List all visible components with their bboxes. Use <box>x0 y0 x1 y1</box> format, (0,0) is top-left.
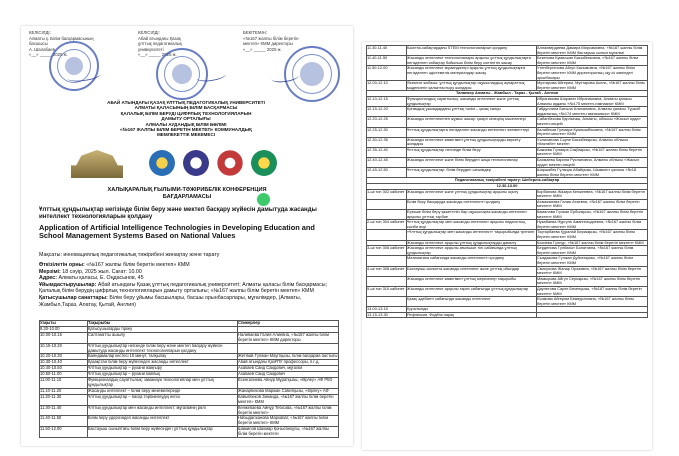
table-cell: Тоқтарбаева Құралай Берикқызы, «№167 жалпы білім беретін мектеп» КММ <box>537 230 648 240</box>
table-cell: 4-ші топ 308 кабинет <box>367 266 407 276</box>
table-row <box>367 246 648 256</box>
district-department-logo <box>217 150 243 176</box>
table-cell: Бастауыш сыныпта жасанды интеллект және ұлттық ойындар <box>407 266 537 276</box>
table-cell: Габдуллина Багыла Алихановна, Алматы қаласы Түрксіб ауданының «№174 мектеп-гимназиясы» КММ <box>537 107 648 117</box>
table-cell: Жетібай Гүлжан Мауітқызы, білім басқарма бастығы <box>238 353 338 359</box>
table-row <box>367 286 648 296</box>
table-cell: 10.20-10.30 <box>40 354 88 360</box>
info-line: Ұйымдастырушылар: Абай атындағы Қазақ ұлттық педагогикалық университеті; Алматы қаласы білім басқармасы; Қалалық білім берудің цифрлық технологияларын дамыту орталығы; «№167 жалпы білім беретін мектеп» КММ <box>39 281 328 295</box>
table-cell: Аллахвердиева Дамира Мирсамовна, «№167 жалпы білім беретін мектеп» КММ бастауыш сынып мұғалімі <box>537 46 648 56</box>
table-cell: Тақырыбы <box>88 321 238 327</box>
section-cell: Талапкер Алматы - Жамбыл - Тараз - Қытай - Англия <box>367 91 648 97</box>
table-cell: Жасанды интеллект – білім беру мекемелерінде <box>88 388 238 394</box>
table-row <box>367 230 648 240</box>
table-cell: Ахабаев Саид Саидович, мұғалім <box>238 366 339 372</box>
table-cell: 11.10-11.20 <box>40 388 88 394</box>
table-cell: Нукабаева Нургуль Амангельдиевна, «№167 жалпы білім беретін мектеп» КММ <box>537 220 648 230</box>
program-page-2 <box>362 42 652 450</box>
table-row <box>367 189 648 199</box>
table-row <box>40 378 339 389</box>
goal-line: Мақсаты: инновациялық педагогикалық тәжірибені жинақтау және тарату <box>39 252 220 258</box>
table-row <box>367 117 648 127</box>
table-cell: Ұлттық құндылықтарға негізделген жасанды интеллект элементтері <box>407 127 537 137</box>
table-cell: 11.20-11.30 <box>40 394 88 405</box>
table-cell: 10.50-11.00 <box>40 372 88 378</box>
table-cell: 9.30-10.00 <box>40 326 88 332</box>
table-cell: 11.30-11.40 <box>367 46 407 56</box>
table-row <box>367 276 648 286</box>
table-cell: Кенжебаева Айнұр Тебісова, «№167 жалпы білім беретін мектеп» <box>238 405 339 416</box>
approval-block-left: КЕЛІСІЛДІ: Алматы қ. Білім басқармасының басшысы А. Шалабаев «__» _____ 2025 ж. <box>29 30 94 57</box>
table-row <box>367 56 648 66</box>
table-cell: Жанарбекова Маржан Сабитқызы, «Өрлеу» АФ <box>238 388 339 394</box>
table-cell: Қазақ әдебиеті сабағында жасанды интеллект <box>407 297 537 307</box>
table-cell: Жасанды интеллект технологиялары арқылы ұлттық құндылықтарға негізделген сабақтар бойынша білім беру контентін жасау <box>407 56 537 66</box>
table-cell: «Ұлттық құндылықтар мен жасанды интеллект» тақырыбында тренинг <box>407 230 537 240</box>
table-row <box>367 297 648 307</box>
table-row <box>367 66 648 81</box>
title-english: Application of Artificial Intelligence Technologies in Developing Education and School Management Systems Based on National Values <box>39 223 315 241</box>
table-cell <box>238 343 339 354</box>
table-row <box>367 210 648 220</box>
organizer-logos <box>71 150 306 180</box>
table-cell: Уақыты <box>40 321 88 327</box>
table-cell: 1-ші топ 302 кабинет <box>367 189 407 199</box>
table-cell: 13.15-13.30 <box>367 312 407 318</box>
table-cell: Салтанатты ашылу <box>88 332 238 343</box>
table-cell: Ұлттық құндылықтар – рухани жаңғыру <box>88 366 238 372</box>
table-cell: Бакиева Гүлмира Сақбақызы, «№167 жалпы білім беретін мектеп» КММ <box>537 147 648 157</box>
table-cell: 3-ші топ 306 кабинет <box>367 246 407 256</box>
approval-block-right: БЕКІТЕМІН: «№167 жалпы білім беретін мектеп» КММ директоры «__» _____ 2025 ж. <box>243 30 299 52</box>
table-cell: 13.00-13.15 <box>367 307 407 313</box>
table-cell: Жасанды интеллект мүмкіндіктері арқылы ұлттық құндылықтарға негізделген әдістемелік материалдар жасау <box>407 66 537 81</box>
table-cell: 12.10-12.15 <box>367 96 407 106</box>
table-cell: 5-ші топ 310 кабинет <box>367 286 407 296</box>
table-cell: Функционалдық сауаттылық: жасанды интеллект және ұлттық құндылықтар <box>407 96 537 106</box>
table-row <box>367 147 648 157</box>
university-building-logo <box>71 150 123 178</box>
table-cell: Берденова Гүлбахыт Болатовна, «№167 жалпы білім беретін мектеп» КММ <box>537 246 648 256</box>
cursor-marker <box>257 193 270 206</box>
table-cell: Мухтарова Айгерим, Мухтарова Асель, «№167 жалпы білім беретін мектеп» КММ <box>537 81 648 91</box>
table-cell: 12.45-12.50 <box>367 168 407 178</box>
info-line: Қатысушылар санаттары: Білім беру ұйымы басшылары, басшы орынбасарлары, мұғалімдер, (Алматы, Жамбыл,Тараз, Алатау, Қытай, Англия) <box>39 294 302 308</box>
table-cell: Жасанды интеллект арқылы ұлттық құндылықтарды дамыту <box>407 240 537 246</box>
table-row <box>367 168 648 178</box>
table-cell: Есимова Айгерим Бекмуратовна, «№167 жалпы білім беретін мектеп» КММ <box>537 297 648 307</box>
table-cell: 10.00-10.15 <box>40 332 88 343</box>
table-row <box>367 240 648 246</box>
table-row <box>367 220 648 230</box>
table-cell: Утепбергенова Айгул Касымовна, «№167 жалпы білім беретін мектеп» КММ директорының оқу ісі жөніндегі орынбасары <box>537 66 648 81</box>
table-cell: Қатысушыларды тіркеу <box>88 326 238 332</box>
table-cell: Набыдалханова Мархабат, «№167 жалпы білім беретін мектеп» КММ <box>238 416 339 427</box>
section-cell: Педагогикалық тәжірибені тарату: Шеберлік-сабақтар <box>367 178 648 184</box>
table-row <box>367 199 648 209</box>
table-cell: Кәсіптік-сабақтардағы STEM технологияларын қолдану <box>407 46 537 56</box>
table-row <box>367 312 648 318</box>
table-cell <box>367 230 407 240</box>
table-cell: Білім беру үдерісіндегі жасанды интеллект <box>88 416 238 427</box>
table-cell: 10.15-10.20 <box>40 343 88 354</box>
section-cell: 12.30-13.00 <box>367 184 648 190</box>
table-cell: Спикерлер <box>238 321 339 327</box>
table-cell: Сыздыкова Гүлжан Дүйсенқызы, «№167 жалпы білім беретін мектеп» КММ <box>537 256 648 266</box>
table-cell: 12.30-12.35 <box>367 137 407 147</box>
table-cell: Уәлиханова Сәуле Басыбекқызы, Алматы облысы «Көктөбе» мектеп <box>537 137 648 147</box>
conference-title: ХАЛЫҚАРАЛЫҚ ҒЫЛЫМИ-ТӘЖІРИБЕЛІК КОНФЕРЕНЦИЯ <box>107 187 267 193</box>
table-cell: Ұлттық құндылықтар – рухани байлық <box>88 372 238 378</box>
table-cell: Абай атындағы ҚазҰПУ профессоры, п.ғ.д. <box>238 360 339 366</box>
table-cell: 11.50-12.00 <box>40 427 88 438</box>
event-info <box>39 262 339 308</box>
table-cell: 11.40-11.50 <box>40 416 88 427</box>
table-cell: 10.30-10.40 <box>40 360 88 366</box>
table-cell: Кайыпбеков Зинаида, «№167 жалпы білім беретін мектеп» КММ <box>238 394 339 405</box>
table-cell: Камалова Гүлжан Ерболқызы, «№167 жалпы білім беретін мектеп» КММ <box>537 210 648 220</box>
table-cell: Корбанова Жазира Кенжеевна, «№167 жалпы білім беретін мектеп» КММ <box>537 189 648 199</box>
table-cell: 12.40-12.45 <box>367 158 407 168</box>
table-cell: 2-ші топ 304 кабинет <box>367 220 407 230</box>
table-cell: Қоғамдық ұжымдардағы ұлттық тәлім – қазақ халқы <box>407 107 537 117</box>
table-cell: 11.00-11.10 <box>40 378 88 389</box>
info-line: Адрес: Алматы қаласы, Е. Оңдасынов, 45 <box>39 275 144 282</box>
table-cell: Кохиева Гүлнур, «№167 жалпы білім беретін мектеп» КММ <box>537 240 648 246</box>
table-cell <box>367 256 407 266</box>
program-table-page-1 <box>39 320 339 438</box>
table-cell: Даулетова Сауле Бекенқызы, «№167 жалпы білім беретін мектеп» КММ <box>537 286 648 296</box>
table-cell: Қазақстан білім беру жүйесіндегі жасанды интеллект <box>88 360 238 366</box>
table-row <box>40 332 339 343</box>
table-cell: Бекенова Кумисжан Басыбекковна, «№167 жалпы білім беретін мектеп» КММ <box>537 56 648 66</box>
conference-subtitle: БАҒДАРЛАМАСЫ <box>162 194 212 200</box>
table-row <box>367 107 648 117</box>
program-page-1 <box>21 26 353 446</box>
table-row <box>40 416 339 427</box>
table-cell: Функционалдық сауаттылық: заманауи технологиялар мен ұлттық құндылықтар <box>88 378 238 389</box>
table-cell: Ұлттық құндылықтар – басқа тәрбиелеудің негізі <box>88 394 238 405</box>
table-cell: 10.40-10.50 <box>40 366 88 372</box>
table-cell: Рефлексия. Фидбэк парақ <box>407 312 537 318</box>
organizers-heading: АБАЙ АТЫНДАҒЫ ҚАЗАҚ ҰЛТТЫҚ ПЕДАГОГИКАЛЫҚ УНИВЕРСИТЕТІ АЛМАТЫ ҚАЛАСЫНЫҢ БІЛІМ БАСҚАРМАСЫ ҚАЛАЛЫҚ БІЛІМ БЕРУДІ ЦИФРЛЫҚ ТЕХНОЛОГИЯЛАРЫН ДАМЫТУ ОРТАЛЫҒЫ АЛМАЛЫ АУДАНДЫҚ БІЛІМ БӨЛІМІ «№167 ЖАЛПЫ БІЛІМ БЕРЕТІН МЕКТЕП» КОММУНАЛДЫҚ МЕМЛЕКЕТТІК МЕКЕМЕСІ <box>107 100 265 138</box>
table-cell: Математика сабағында жасанды интеллектті қолдану <box>407 256 537 266</box>
table-cell: Жасанды интеллект және білім берудегі жаңа технологиялар <box>407 158 537 168</box>
table-cell: Ерекше білім беру қажеттілігі бар оқушыларға жасанды интеллект арқылы ұлттық тәрбие <box>407 210 537 220</box>
table-row <box>40 405 339 416</box>
table-cell: Жасанды интеллектпен жұмыс жасау: қазіргі кезеңнің мәселелері <box>407 117 537 127</box>
table-cell: Ахабаев Саид Саидович <box>238 372 339 378</box>
table-cell: Қорытынды <box>407 307 537 313</box>
table-row <box>40 394 339 405</box>
table-row <box>367 127 648 137</box>
table-cell: Шаршабек Гүлзира Абайқызы, Шымкент қаласы «№18 жалпы білім беретін мектеп» КММ <box>537 168 648 178</box>
table-cell: 11.50-12.00 <box>367 66 407 81</box>
table-cell <box>367 210 407 220</box>
table-cell: Жасанды интеллект көмегімен ұлттық құндылықтарды көрсету жолдары <box>407 137 537 147</box>
table-cell: 11.40-11.50 <box>367 56 407 66</box>
table-cell: Жасанды интеллект көмегімен ұлттық мерекелер тақырыбы <box>407 276 537 286</box>
table-row <box>40 343 339 354</box>
table-cell: Ұлттық құндылықтар мен жасанды интеллект арқылы педагогтың кәсіби өсуі <box>407 220 537 230</box>
official-stamp-left <box>49 41 99 91</box>
approval-block-middle: КЕЛІСІЛДІ: Абай атындағы Қазақ ұлттық педагогикалық университеті «__» _____ 2025 ж. <box>138 30 182 57</box>
table-row <box>367 46 648 56</box>
table-cell: Білім беру басқаруда жасанды интеллектті қолдану <box>407 199 537 209</box>
table-cell: Налибаева Галия Алиевна, «№167 жалпы білім беретін мектеп» КММ директоры <box>238 332 339 343</box>
table-cell: Сабанбекова Қарлығаш, Алматы, облысы «Жасыл орда» мектеп-лицейі <box>537 117 648 127</box>
info-line: Мерзімі: 18 сәуір, 2025 жыл. Сағат: 10.00 <box>39 268 142 275</box>
table-row <box>367 158 648 168</box>
table-cell: 11.30-11.40 <box>40 405 88 416</box>
table-cell: Атамжанова Галия Атаевна, «№167 жалпы білім беретін мектеп» КММ <box>537 199 648 209</box>
program-table-page-2 <box>366 45 648 318</box>
table-cell: Ибрагимова Шарапат Ибрагимовна, Алматы қаласы Алмалы ауданы «№175 мектеп-гимназия» КММ <box>537 96 648 106</box>
table-cell: 12.15-12.20 <box>367 107 407 117</box>
table-cell: 12.20-12.25 <box>367 117 407 127</box>
table-cell <box>367 276 407 286</box>
table-cell: Жасанды интеллект арқылы тарих сабағында ұлттық құндылықтар <box>407 286 537 296</box>
table-row <box>367 137 648 147</box>
table-cell: 12.35-12.40 <box>367 147 407 157</box>
table-cell: Есенгалиева Айнур Мұратқызы, «Өрлеу» АФ PhD <box>238 378 339 389</box>
table-row <box>40 427 339 438</box>
table-cell: Жасанды интеллект және ұлттық құндылықтар арқылы оқыту <box>407 189 537 199</box>
table-cell: 12.00-12.10 <box>367 81 407 91</box>
table-cell: Ұлттық құндылықтар негізінде білім беру <box>407 147 537 157</box>
table-cell: Шамилов Шахмар Қонысбекұлы, «№167 жалпы білім беретін мектеп» <box>238 427 339 438</box>
table-cell: Ұлттық құндылықтар: білім берудегі шешімдер <box>407 168 537 178</box>
digital-center-logo <box>183 150 209 176</box>
table-cell <box>367 199 407 209</box>
table-cell <box>537 312 648 318</box>
table-row <box>367 96 648 106</box>
table-row <box>367 256 648 266</box>
table-cell: 12.25-12.30 <box>367 127 407 137</box>
table-row <box>367 81 648 91</box>
table-cell: Ұлттық құндылықтар негізінде білім беру және мектеп басқару жүйесін дамытуда жасанды интеллект технологияларын қолдану <box>88 343 238 354</box>
table-row <box>367 266 648 276</box>
table-cell <box>367 297 407 307</box>
table-cell: Смагулова Жанар Оразовна, «№167 жалпы білім беретін мектеп» КММ <box>537 266 648 276</box>
table-cell: Әсемтат жобасы: ұлттық құндылықтар оқушылардың ақпараттық мәдениетін қалыптастыру жолдары <box>407 81 537 91</box>
table-cell: Калабеков Гулмира Куанышбековна, «№167 жалпы білім беретін мектеп» КММ <box>537 127 648 137</box>
table-cell: Ұлттық құндылықтар мен жасанды интеллект: мұғалімнің рөлі <box>88 405 238 416</box>
title-kazakh: Ұлттық құндылықтар негізінде білім беру және мектеп басқару жүйесін дамытуда жасанды интеллект технологияларын қолдану <box>39 206 317 220</box>
table-cell: Бастауыш сыныптағы білім беру жүйесіндегі ұлттық құндылықтар <box>88 427 238 438</box>
table-cell: Жасанды интеллект арқылы ағылшын тілі сабағында ұлттық құндылықтар <box>407 246 537 256</box>
table-cell: Мамырова Айгүл Серікқызы, «№167 жалпы білім беретін мектеп» КММ <box>537 276 648 286</box>
education-department-logo <box>149 150 175 176</box>
school-logo <box>251 150 277 176</box>
table-cell: Баяндамалар кестесі 10 минут, талқылау <box>88 354 238 360</box>
info-line: Өткізілетін орны: «№167 жалпы білім беретін мектеп» КММ <box>39 262 190 268</box>
table-cell: Бахмаева Карина Руслановна, Алматы облысы «Жасыл орда» мектеп-лицейі <box>537 158 648 168</box>
